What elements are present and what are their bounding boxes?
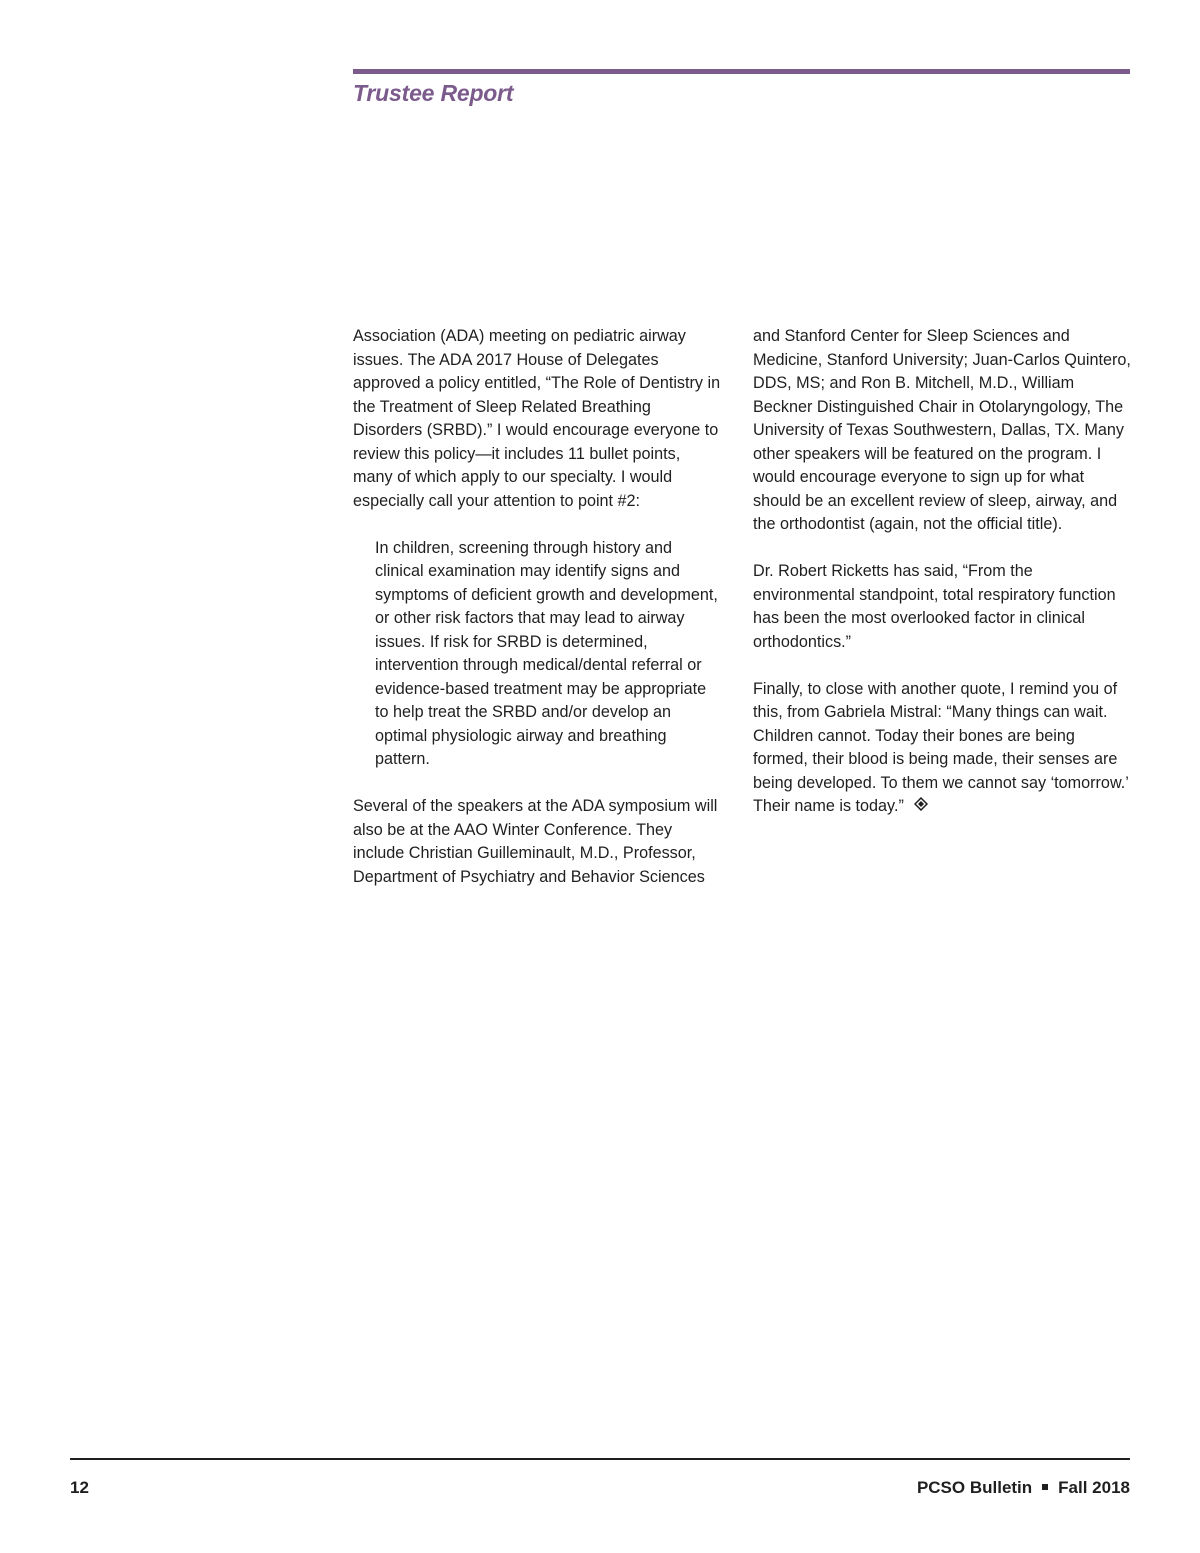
square-bullet-icon [1042, 1484, 1048, 1490]
closing-paragraph [753, 678, 1131, 819]
issue-name: Fall 2018 [1058, 1478, 1130, 1497]
section-title: Trustee Report [353, 80, 514, 106]
footer-rule [70, 1458, 1130, 1460]
diamond-end-mark-icon [914, 795, 928, 819]
body-paragraph: Dr. Robert Ricketts has said, “From the environmental standpoint, total respiratory function has been the most overlooked factor in clinical orthodontics.” [753, 562, 1116, 651]
left-column [353, 325, 721, 913]
publication-name: PCSO Bulletin [916, 1478, 1033, 1497]
header-rule [353, 69, 1130, 74]
right-column [753, 325, 1131, 842]
page-number: 12 [70, 1478, 89, 1497]
body-paragraph: and Stanford Center for Sleep Sciences and Medicine, Stanford University; Juan-Carlos Quintero, DDS, MS; and Ron B. Mitchell, M.D., William Beckner Distinguished Chair in Otolaryngology, The University of Texas Southwestern, Dallas, TX. Many other speakers will be featured on the program. I would encourage everyone to sign up for what should be an excellent review of sleep, airway, and the orthodontist (again, not the official title). [753, 327, 1131, 533]
block-quote: In children, screening through history and clinical examination may identify signs and symptoms of deficient growth and development, or other risk factors that may lead to airway issues. If risk for SRBD is determined, intervention through medical/dental referral or evidence-based treatment may be appropriate to help treat the SRBD and/or develop an optimal physiologic airway and breathing pattern. [375, 538, 718, 768]
footer-publication [917, 1478, 1130, 1498]
closing-paragraph-text: Finally, to close with another quote, I remind you of this, from Gabriela Mistral: “Many things can wait. Children cannot. Today their bones are being formed, their blood is being made, their senses are being developed. To them we cannot say ‘tomorrow.’ Their name is today.” [753, 679, 1129, 815]
body-paragraph: Association (ADA) meeting on pediatric airway issues. The ADA 2017 House of Delegates approved a policy entitled, “The Role of Dentistry in the Treatment of Sleep Related Breathing Disorders (SRBD).” I would encourage everyone to review this policy—it includes 11 bullet points, many of which apply to our specialty. I would especially call your attention to point #2: [353, 327, 721, 510]
body-paragraph: Several of the speakers at the ADA symposium will also be at the AAO Winter Conference. They include Christian Guilleminault, M.D., Professor, Department of Psychiatry and Behavior Sciences [353, 797, 718, 886]
